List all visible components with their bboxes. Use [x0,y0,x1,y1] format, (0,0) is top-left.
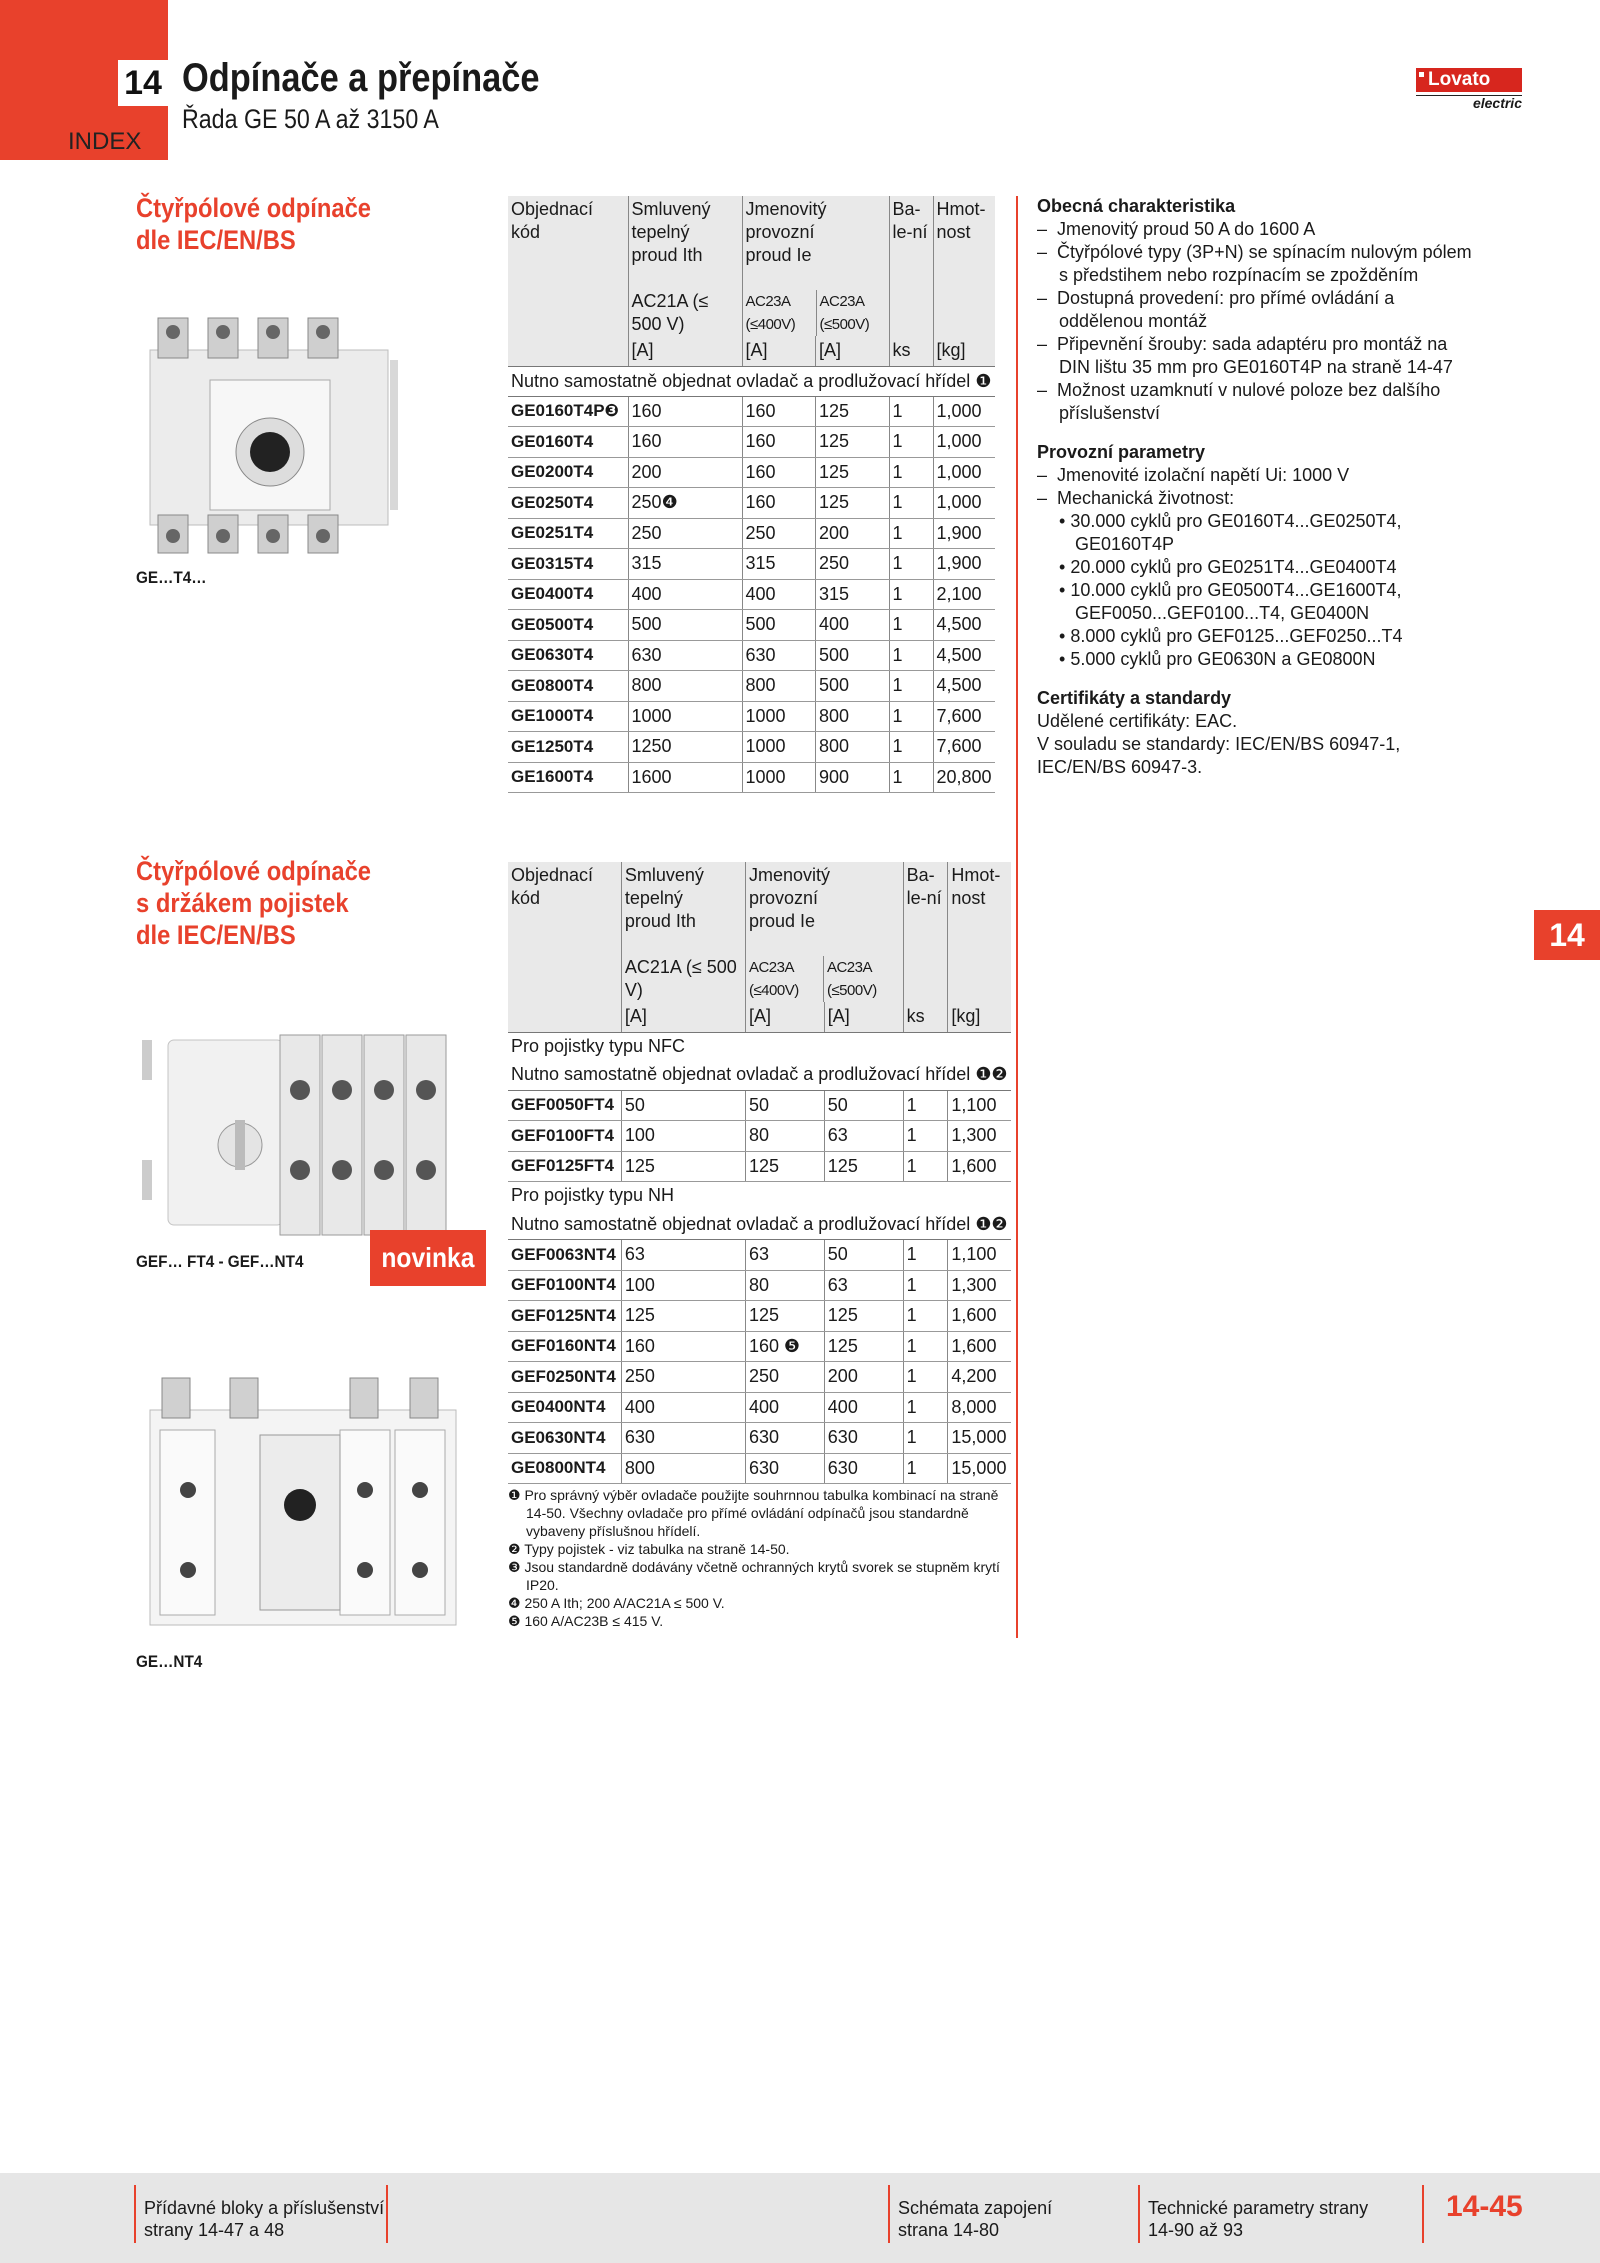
table-cell: 125 [816,396,890,427]
general-heading: Obecná charakteristika [1037,196,1236,216]
order-code: GE0630T4 [508,640,628,671]
table-fuse-switches: Objednací kód Smluvený tepelný proud Ith AC21A (≤ 500 V) Jmenovitý provozní proud Ie AC23A (≤400V) AC23A (≤500V) Ba-le-ní Hmot-nost [A] [A] [A] ks [kg] Pro pojistky typu NFC Nutno samostatně objednat ovladač a prodlužovací hřídel ❶❷ GEF0050FT4 50 50 50 1 1,100 GEF0100FT4 100 80 63 1 1,300 GEF0125FT4 125 125 125 1 1,600 Pro pojistky typu NH Nutno samostatně objednat ovladač a prodlužovací hřídel ❶❷ GEF0063NT4 63 63 50 1 1,100 GEF0100NT4 100 80 63 1 1,300 GEF0125NT4 125 125 125 1 1,600 GEF0160NT4 160 160 ❺ 125 1 1,600 GEF0250NT4 250 250 200 1 4,200 GE0400NT4 400 400 400 1 8,000 GE0630NT4 630 630 630 1 15,000 GE0800NT4 800 630 630 1 15,000 [508,862,1011,1484]
table-cell: 4,200 [948,1362,1011,1393]
table-cell: 63 [824,1121,903,1152]
table-cell: 1 [903,1121,948,1152]
table-cell: 160 [742,488,816,519]
table-cell: 1,000 [933,396,995,427]
table-cell: 1,300 [948,1121,1011,1152]
table-cell: 50 [824,1240,903,1271]
col-ie-header: Jmenovitý provozní proud Ie AC23A (≤400V) AC23A (≤500V) [742,196,889,336]
table-row [508,1240,1011,1271]
table-cell: 315 [628,549,742,580]
table-row [508,396,995,427]
order-code: GE0200T4 [508,457,628,488]
col-pack-header: Ba-le-ní [889,196,933,336]
order-code: GE0800NT4 [508,1453,621,1484]
table-cell: 630 [824,1423,903,1454]
table-cell: 1000 [742,701,816,732]
table-cell: 315 [742,549,816,580]
nh-label: Pro pojistky typu NH [511,1185,675,1206]
footer-link-wiring[interactable]: Schémata zapojení strana 14-80 [898,2198,1053,2240]
table-cell: 500 [628,610,742,641]
table-cell: 200 [628,457,742,488]
table-cell: 1,300 [948,1270,1011,1301]
table-cell: 1,900 [933,518,995,549]
order-code: GE0800T4 [508,671,628,702]
lovato-logo [1416,68,1522,110]
table-cell: 250❹ [628,488,742,519]
table-cell: 250 [816,549,890,580]
col-ith-header: Smluvený tepelný proud Ith AC21A (≤ 500 V) [621,862,745,1002]
footnote-4: ❹ 250 A Ith; 200 A/AC21A ≤ 500 V. [508,1595,725,1611]
product-image-ge-t4 [140,310,400,560]
table-cell: 80 [745,1121,824,1152]
table-cell: 1 [889,488,933,519]
table-cell: 1 [903,1362,948,1393]
caption-ge-t4: GE…T4… [136,568,207,587]
table-cell: 200 [816,518,890,549]
new-badge: novinka [370,1230,486,1286]
product-image-gef-ft4 [140,1010,470,1240]
order-code: GE1000T4 [508,701,628,732]
table-cell: 1 [889,579,933,610]
table-cell: 400 [824,1392,903,1423]
table-cell: 1 [889,640,933,671]
table-cell: 900 [816,762,890,793]
table-cell: 1 [903,1151,948,1182]
table-row [508,671,995,702]
cert-line-2: V souladu se standardy: IEC/EN/BS 60947-1, IEC/EN/BS 60947-3. [1037,734,1401,777]
order-code: GE1600T4 [508,762,628,793]
col-weight-header: Hmot-nost [933,196,995,336]
section1-title: Čtyřpólové odpínače dle IEC/EN/BS [136,193,372,255]
table-cell: 160 [742,427,816,458]
table-cell: 125 [824,1301,903,1332]
order-code: GE0250T4 [508,488,628,519]
col-ith-header: Smluvený tepelný proud Ith AC21A (≤ 500 V) [628,196,742,336]
table-row [508,1453,1011,1484]
table-row [508,579,995,610]
table-cell: 400 [628,579,742,610]
table-cell: 500 [816,640,890,671]
table-cell: 1600 [628,762,742,793]
order-code: GE0315T4 [508,549,628,580]
table-cell: 160 [621,1331,745,1362]
order-code: GE0630NT4 [508,1423,621,1454]
page-title: Odpínače a přepínače [182,56,540,100]
table-cell: 50 [621,1090,745,1121]
table-cell: 200 [824,1362,903,1393]
index-link[interactable]: INDEX [68,128,142,155]
order-code: GEF0100FT4 [508,1121,621,1152]
table-cell: 800 [816,701,890,732]
chapter-side-tab[interactable]: 14 [1534,910,1600,960]
table-cell: 15,000 [948,1453,1011,1484]
nfc-note: Nutno samostatně objednat ovladač a prodlužovací hřídel ❶❷ [508,1060,1011,1090]
table-row [508,1331,1011,1362]
table-cell: 100 [621,1270,745,1301]
order-code: GEF0100NT4 [508,1270,621,1301]
table-cell: 125 [816,457,890,488]
table-cell: 1 [889,671,933,702]
col-pack-header: Ba-le-ní [903,862,948,1002]
table-cell: 125 [816,427,890,458]
table-cell: 4,500 [933,610,995,641]
order-code: GE0251T4 [508,518,628,549]
table-cell: 250 [742,518,816,549]
table-cell: 1 [889,427,933,458]
table-row [508,518,995,549]
table-cell: 1 [903,1090,948,1121]
table-cell: 630 [628,640,742,671]
table-cell: 1,000 [933,457,995,488]
footnotes [508,1486,1008,1630]
order-code: GE0160T4 [508,427,628,458]
table-cell: 800 [816,732,890,763]
table-four-pole-switches: Objednací kód Smluvený tepelný proud Ith AC21A (≤ 500 V) Jmenovitý provozní proud Ie AC23A (≤400V) AC23A (≤500V) Ba-le-ní Hmot-nost [A] [A] [A] ks [kg] Nutno samostatně objednat ovladač a prodlužovací hřídel ❶ GE0160T4P❸ 160 160 125 1 1,000 GE0160T4 160 160 125 1 1,000 GE0200T4 200 160 125 1 1,000 GE0250T4 250❹ 160 125 1 1,000 GE0251T4 250 250 200 1 1,900 GE0315T4 315 315 250 1 1,900 GE0400T4 400 400 315 1 2,100 GE0500T4 500 500 400 1 4,500 GE0630T4 630 630 500 1 4,500 GE0800T4 800 800 500 1 4,500 GE1000T4 1000 1000 800 1 7,600 GE1250T4 1250 1000 800 1 7,600 GE1600T4 1600 1000 900 1 20,800 [508,196,995,793]
footnote-3: ❸ Jsou standardně dodávány včetně ochranných krytů svorek se stupněm krytí IP20. [508,1559,1000,1593]
order-code: GEF0125FT4 [508,1151,621,1182]
footnote-1: ❶ Pro správný výběr ovladače použijte souhrnnou tabulka kombinací na straně 14-50. Všechny ovladače pro přímé ovládání odpínačů jsou standardně vybaveny příslušnou hřídelí. [508,1487,999,1539]
table-cell: 800 [628,671,742,702]
table-cell: 100 [621,1121,745,1152]
table-row [508,1392,1011,1423]
table-row [508,1270,1011,1301]
table-cell: 125 [824,1331,903,1362]
table-cell: 7,600 [933,732,995,763]
table-cell: 125 [621,1301,745,1332]
table-cell: 4,500 [933,640,995,671]
table-cell: 250 [745,1362,824,1393]
table-cell: 800 [742,671,816,702]
table-cell: 20,800 [933,762,995,793]
table-row [508,1151,1011,1182]
page-subtitle: Řada GE 50 A až 3150 A [182,104,439,134]
table-cell: 1000 [628,701,742,732]
table-cell: 630 [742,640,816,671]
table-cell: 1,100 [948,1240,1011,1271]
table-cell: 1,100 [948,1090,1011,1121]
table-cell: 7,600 [933,701,995,732]
nfc-label: Pro pojistky typu NFC [511,1035,686,1056]
table-cell: 800 [621,1453,745,1484]
table-cell: 1 [889,701,933,732]
table-row [508,1121,1011,1152]
table-cell: 1 [889,457,933,488]
order-code: GE1250T4 [508,732,628,763]
order-code: GE0160T4P❸ [508,396,628,427]
table-cell: 1 [889,518,933,549]
table-cell: 1 [903,1240,948,1271]
product-image-ge-nt4 [140,1370,470,1645]
table-row [508,549,995,580]
params-heading: Provozní parametry [1037,442,1206,462]
table-row [508,762,995,793]
col-code-header: Objednací kód [508,196,628,336]
table-cell: 160 [628,427,742,458]
table-cell: 1,600 [948,1151,1011,1182]
chapter-number: 14 [118,60,168,106]
table-cell: 1,600 [948,1331,1011,1362]
table-cell: 4,500 [933,671,995,702]
footer-link-technical[interactable]: Technické parametry strany 14-90 až 93 [1148,2198,1369,2240]
table-cell: 250 [621,1362,745,1393]
table-row [508,1301,1011,1332]
table-row [508,427,995,458]
table-row [508,732,995,763]
table-row [508,1423,1011,1454]
table-cell: 1 [903,1301,948,1332]
table-cell: 1 [889,732,933,763]
order-code: GEF0050FT4 [508,1090,621,1121]
footer-link-accessories[interactable]: Přídavné bloky a příslušenství strany 14-47 a 48 [144,2198,385,2240]
col-weight-header: Hmot-nost [948,862,1011,1002]
table-row [508,1090,1011,1121]
table-cell: 630 [745,1423,824,1454]
table-cell: 1 [889,610,933,641]
table-cell: 160 [628,396,742,427]
table-cell: 500 [816,671,890,702]
table-row [508,488,995,519]
order-code: GEF0160NT4 [508,1331,621,1362]
footnote-5: ❺ 160 A/AC23B ≤ 415 V. [508,1613,664,1629]
table-cell: 1 [889,549,933,580]
table-cell: 63 [621,1240,745,1271]
table-cell: 63 [824,1270,903,1301]
order-code: GEF0125NT4 [508,1301,621,1332]
table-row [508,640,995,671]
table-cell: 1250 [628,732,742,763]
table-cell: 1,600 [948,1301,1011,1332]
nh-note: Nutno samostatně objednat ovladač a prodlužovací hřídel ❶❷ [508,1210,1011,1240]
table-cell: 15,000 [948,1423,1011,1454]
table-cell: 630 [745,1453,824,1484]
table-cell: 1 [889,396,933,427]
table-cell: 1,000 [933,488,995,519]
caption-ge-nt4: GE…NT4 [136,1652,203,1671]
table-cell: 125 [621,1151,745,1182]
table-cell: 125 [824,1151,903,1182]
cert-line-1: Udělené certifikáty: EAC. [1037,711,1238,731]
order-code: GE0400NT4 [508,1392,621,1423]
table-cell: 2,100 [933,579,995,610]
table-cell: 63 [745,1240,824,1271]
logo-name: Lovato [1416,68,1522,92]
table-cell: 80 [745,1270,824,1301]
caption-gef-ft4: GEF… FT4 - GEF…NT4 [136,1252,304,1271]
table-cell: 315 [816,579,890,610]
order-code: GE0400T4 [508,579,628,610]
column-divider [1016,196,1018,1638]
table-cell: 1 [903,1423,948,1454]
table-cell: 400 [742,579,816,610]
table-cell: 1 [903,1453,948,1484]
table-cell: 1 [903,1270,948,1301]
table-cell: 400 [745,1392,824,1423]
table-row [508,610,995,641]
col-code-header: Objednací kód [508,862,621,1002]
col-ie-header: Jmenovitý provozní proud Ie AC23A (≤400V) AC23A (≤500V) [745,862,903,1002]
table-cell: 125 [816,488,890,519]
table-cell: 1 [903,1331,948,1362]
table-cell: 1 [903,1392,948,1423]
table-cell: 1000 [742,732,816,763]
order-code: GEF0063NT4 [508,1240,621,1271]
table-cell: 125 [745,1151,824,1182]
table-cell: 160 [742,457,816,488]
table-cell: 125 [745,1301,824,1332]
table-cell: 500 [742,610,816,641]
footnote-2: ❷ Typy pojistek - viz tabulka na straně 14-50. [508,1541,790,1557]
cert-heading: Certifikáty a standardy [1037,688,1232,708]
table-cell: 1 [889,762,933,793]
table-cell: 250 [628,518,742,549]
table-cell: 8,000 [948,1392,1011,1423]
table-cell: 50 [745,1090,824,1121]
table-cell: 1,900 [933,549,995,580]
table-cell: 1000 [742,762,816,793]
table-cell: 50 [824,1090,903,1121]
table-cell: 160 [742,396,816,427]
table-cell: 630 [824,1453,903,1484]
logo-sub: electric [1416,95,1522,110]
table-cell: 400 [816,610,890,641]
table-cell: 400 [621,1392,745,1423]
table-row [508,701,995,732]
characteristics-column: Obecná charakteristika – Jmenovitý proud 50 A do 1600 A – Čtyřpólové typy (3P+N) se spínacím nulovým pólem s předstihem nebo rozpínacím se zpožděním – Dostupná provedení: pro přímé ovládání a oddělenou montáž – Připevnění šrouby: sada adaptéru pro montáž na DIN lištu 35 mm pro GE0160T4P na straně 14-47 – Možnost uzamknutí v nulové poloze bez dalšího příslušenství Provozní parametry – Jmenovité izolační napětí Ui: 1000 V – Mechanická životnost: • 30.000 cyklů pro GE0160T4...GE0250T4, GE0160T4P • 20.000 cyklů pro GE0251T4...GE0400T4 • 10.000 cyklů pro GE0500T4...GE1600T4, GEF0050...GEF0100...T4, GE0400N • 8.000 cyklů pro GEF0125...GEF0250...T4 • 5.000 cyklů pro GE0630N a GE0800N Certifikáty a standardy Udělené certifikáty: EAC. V souladu se standardy: IEC/EN/BS 60947-1, IEC/EN/BS 60947-3. [1037,195,1477,779]
table-cell: 160 ❺ [745,1331,824,1362]
table-cell: 630 [621,1423,745,1454]
table-cell: 1,000 [933,427,995,458]
section2-title: Čtyřpólové odpínače s držákem pojistek dle IEC/EN/BS [136,856,372,950]
order-code: GE0500T4 [508,610,628,641]
order-code: GEF0250NT4 [508,1362,621,1393]
page-number: 14-45 [1446,2190,1523,2223]
table-row [508,1362,1011,1393]
table-row [508,457,995,488]
table-note: Nutno samostatně objednat ovladač a prodlužovací hřídel ❶ [508,366,995,396]
